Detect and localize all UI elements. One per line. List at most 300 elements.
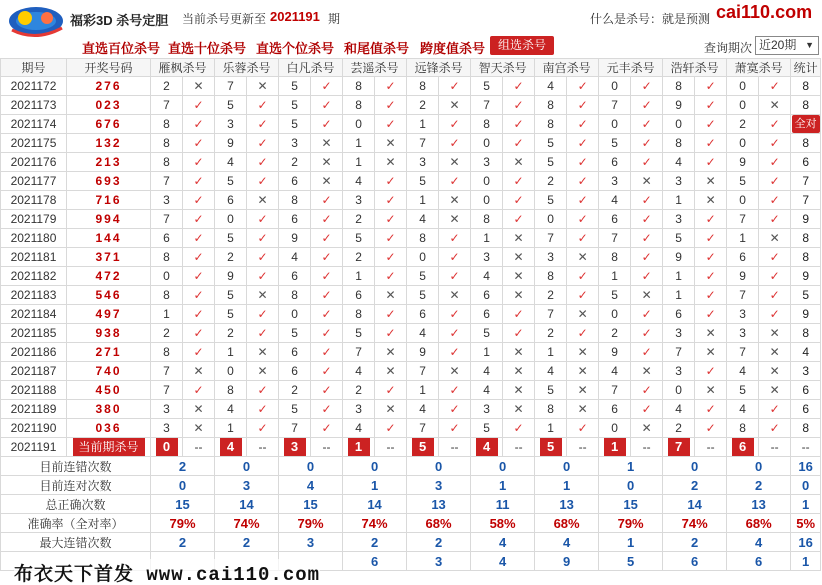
check-icon: ✓ [311, 96, 343, 115]
kill-number-cell: 4 [279, 248, 311, 267]
check-icon: ✓ [439, 324, 471, 343]
pending-mark: -- [247, 438, 279, 457]
summary-value: 0 [471, 457, 535, 476]
query-period-select[interactable] [755, 36, 819, 55]
check-icon: ✓ [311, 362, 343, 381]
kill-number-cell: 0 [599, 305, 631, 324]
cross-icon: ✕ [695, 191, 727, 210]
summary-value: 13 [727, 495, 791, 514]
check-icon: ✓ [183, 324, 215, 343]
cross-icon: ✕ [439, 153, 471, 172]
kill-number-cell: 1 [727, 229, 759, 248]
kill-number-cell: 6 [279, 362, 311, 381]
stat-cell: 8 [791, 419, 821, 438]
kill-number-cell: 5 [343, 324, 375, 343]
check-icon: ✓ [247, 172, 279, 191]
kill-number-cell: 8 [151, 153, 183, 172]
cross-icon: ✕ [247, 286, 279, 305]
summary-value: 2 [343, 533, 407, 552]
check-icon: ✓ [311, 248, 343, 267]
current-kill-badge: 5 [540, 438, 562, 456]
draw-number-cell: 144 [67, 229, 151, 248]
check-icon: ✓ [183, 267, 215, 286]
nav-hundreds-kill[interactable]: 直选百位杀号 [82, 41, 161, 56]
summary-value: 4 [471, 552, 535, 571]
summary-value: 79% [151, 514, 215, 533]
kill-number-cell: 6 [599, 153, 631, 172]
period-cell: 2021184 [1, 305, 67, 324]
kill-number-cell: 2 [279, 381, 311, 400]
summary-value: 1 [599, 533, 663, 552]
kill-number-cell: 7 [151, 381, 183, 400]
summary-value: 4 [471, 533, 535, 552]
check-icon: ✓ [439, 419, 471, 438]
kill-number-cell: 1 [343, 267, 375, 286]
summary-value: 3 [215, 476, 279, 495]
cross-icon: ✕ [503, 381, 535, 400]
check-icon: ✓ [759, 191, 791, 210]
kill-number-cell: 8 [599, 248, 631, 267]
check-icon: ✓ [375, 77, 407, 96]
period-cell: 2021178 [1, 191, 67, 210]
summary-value: 2 [663, 533, 727, 552]
kill-number-cell: 7 [471, 96, 503, 115]
cross-icon: ✕ [439, 191, 471, 210]
pending-mark: -- [631, 438, 663, 457]
kill-number-cell: 5 [215, 286, 247, 305]
kill-number-cell: 7 [151, 96, 183, 115]
table-row [1, 343, 821, 362]
table-row [1, 305, 821, 324]
kill-number-cell: 2 [215, 248, 247, 267]
summary-stat: 16 [791, 533, 821, 552]
cross-icon: ✕ [759, 96, 791, 115]
kill-number-cell: 4 [663, 400, 695, 419]
check-icon: ✓ [631, 191, 663, 210]
check-icon: ✓ [759, 267, 791, 286]
stat-cell: 6 [791, 400, 821, 419]
check-icon: ✓ [247, 248, 279, 267]
update-suffix: 期 [328, 12, 341, 26]
cross-icon: ✕ [183, 362, 215, 381]
kill-number-cell: 3 [151, 400, 183, 419]
stat-cell: 7 [791, 191, 821, 210]
period-cell: 2021179 [1, 210, 67, 229]
kill-number-cell: 0 [471, 134, 503, 153]
pending-mark: -- [759, 438, 791, 457]
kill-number-cell: 1 [535, 343, 567, 362]
check-icon: ✓ [311, 419, 343, 438]
check-icon: ✓ [631, 305, 663, 324]
kill-number-cell: 0 [727, 191, 759, 210]
kill-number-cell: 5 [535, 191, 567, 210]
summary-value: 11 [471, 495, 535, 514]
check-icon: ✓ [567, 96, 599, 115]
check-icon: ✓ [375, 381, 407, 400]
check-icon: ✓ [695, 248, 727, 267]
kill-number-cell: 8 [727, 419, 759, 438]
kill-number-cell: 4 [343, 419, 375, 438]
check-icon: ✓ [439, 400, 471, 419]
kill-number-cell: 2 [343, 248, 375, 267]
cross-icon: ✕ [503, 267, 535, 286]
nav-tens-kill[interactable]: 直选十位杀号 [168, 41, 247, 56]
summary-value: 3 [407, 552, 471, 571]
table-row [1, 191, 821, 210]
check-icon: ✓ [695, 229, 727, 248]
kill-number-cell: 7 [727, 286, 759, 305]
check-icon: ✓ [375, 267, 407, 286]
nav-span-kill[interactable]: 跨度值杀号 [420, 41, 486, 56]
kill-number-cell: 8 [343, 96, 375, 115]
draw-number-cell: 740 [67, 362, 151, 381]
summary-stat: 1 [791, 495, 821, 514]
check-icon: ✓ [247, 115, 279, 134]
kill-number-cell: 2 [151, 324, 183, 343]
kill-number-cell: 1 [343, 134, 375, 153]
kill-number-cell: 5 [535, 153, 567, 172]
kill-number-cell: 3 [535, 248, 567, 267]
check-icon: ✓ [759, 77, 791, 96]
stat-cell: 8 [791, 77, 821, 96]
kill-number-cell: 4 [407, 400, 439, 419]
kill-number-cell: 5 [279, 96, 311, 115]
check-icon: ✓ [695, 362, 727, 381]
summary-value: 2 [151, 533, 215, 552]
kill-number-cell: 3 [279, 134, 311, 153]
cross-icon: ✕ [375, 134, 407, 153]
summary-value: 0 [663, 457, 727, 476]
check-icon: ✓ [759, 286, 791, 305]
check-icon: ✓ [183, 248, 215, 267]
query-period-label: 查询期次 [704, 41, 753, 55]
kill-number-cell: 3 [343, 191, 375, 210]
kill-number-cell: 7 [343, 343, 375, 362]
cross-icon: ✕ [503, 153, 535, 172]
kill-number-cell: 6 [215, 191, 247, 210]
summary-value: 1 [599, 457, 663, 476]
summary-value: 0 [535, 457, 599, 476]
kill-number-cell: 1 [407, 191, 439, 210]
check-icon: ✓ [631, 381, 663, 400]
summary-row [1, 533, 821, 552]
kill-number-cell: 1 [343, 153, 375, 172]
col-header-expert: 元丰杀号 [599, 59, 663, 77]
cross-icon: ✕ [375, 400, 407, 419]
stat-cell: 6 [791, 153, 821, 172]
nav-combo-kill-button[interactable]: 组选杀号 [490, 36, 554, 55]
period-cell: 2021176 [1, 153, 67, 172]
current-kill-badge: 6 [732, 438, 754, 456]
summary-row [1, 476, 821, 495]
table-row [1, 77, 821, 96]
draw-number-cell: 271 [67, 343, 151, 362]
kill-number-cell: 2 [279, 153, 311, 172]
summary-value: 0 [599, 476, 663, 495]
kill-number-cell: 7 [407, 134, 439, 153]
kill-number-cell: 6 [599, 400, 631, 419]
summary-value: 0 [407, 457, 471, 476]
summary-stat: 0 [791, 476, 821, 495]
table-row [1, 381, 821, 400]
kill-number-cell: 6 [279, 267, 311, 286]
period-cell: 2021186 [1, 343, 67, 362]
kill-number-cell: 5 [535, 381, 567, 400]
kill-number-cell: 8 [663, 134, 695, 153]
kill-number-cell: 6 [279, 172, 311, 191]
kill-number-cell: 8 [151, 286, 183, 305]
current-kill-label-cell [67, 438, 151, 457]
kill-number-cell: 9 [599, 343, 631, 362]
cross-icon: ✕ [503, 286, 535, 305]
check-icon: ✓ [503, 96, 535, 115]
stat-cell: 6 [791, 381, 821, 400]
kill-number-cell: 2 [407, 96, 439, 115]
summary-value: 13 [535, 495, 599, 514]
check-icon: ✓ [631, 267, 663, 286]
check-icon: ✓ [567, 115, 599, 134]
check-icon: ✓ [311, 324, 343, 343]
kill-number-cell: 3 [599, 172, 631, 191]
stat-cell: 8 [791, 134, 821, 153]
current-kill-badge: 4 [220, 438, 242, 456]
table-row [1, 172, 821, 191]
check-icon: ✓ [247, 419, 279, 438]
kill-number-cell: 7 [535, 305, 567, 324]
draw-number-cell: 023 [67, 96, 151, 115]
tagline-link[interactable]: 什么是杀号：就是预测 [590, 12, 711, 26]
cross-icon: ✕ [247, 343, 279, 362]
check-icon: ✓ [247, 305, 279, 324]
kill-number-cell: 8 [151, 343, 183, 362]
kill-number-cell: 8 [279, 286, 311, 305]
check-icon: ✓ [567, 324, 599, 343]
kill-number-cell: 4 [471, 267, 503, 286]
nav-sum-tail-kill[interactable]: 和尾值杀号 [344, 41, 410, 56]
kill-number-cell: 1 [215, 419, 247, 438]
summary-label: 最大连错次数 [1, 533, 151, 552]
check-icon: ✓ [183, 229, 215, 248]
kill-number-cell: 5 [407, 172, 439, 191]
check-icon: ✓ [759, 172, 791, 191]
kill-number-cell: 1 [663, 191, 695, 210]
cross-icon: ✕ [567, 343, 599, 362]
check-icon: ✓ [183, 191, 215, 210]
kill-number-cell: 0 [599, 115, 631, 134]
kill-number-cell: 4 [727, 400, 759, 419]
draw-number-cell: 472 [67, 267, 151, 286]
summary-value: 0 [215, 457, 279, 476]
check-icon: ✓ [439, 248, 471, 267]
update-label: 当前杀号更新至 [182, 12, 267, 26]
cross-icon: ✕ [375, 286, 407, 305]
kill-number-cell: 8 [151, 134, 183, 153]
pending-mark: -- [439, 438, 471, 457]
summary-value: 13 [407, 495, 471, 514]
kill-number-cell: 9 [215, 134, 247, 153]
kill-number-cell: 7 [407, 419, 439, 438]
current-kill-cell [599, 438, 631, 457]
summary-value: 14 [343, 495, 407, 514]
kill-number-cell: 0 [407, 248, 439, 267]
check-icon: ✓ [183, 305, 215, 324]
summary-value: 74% [343, 514, 407, 533]
summary-value: 68% [727, 514, 791, 533]
check-icon: ✓ [695, 210, 727, 229]
summary-label: 总正确次数 [1, 495, 151, 514]
check-icon: ✓ [375, 191, 407, 210]
current-kill-cell [663, 438, 695, 457]
kill-number-cell: 5 [727, 381, 759, 400]
current-kill-badge: 3 [284, 438, 306, 456]
nav-units-kill[interactable]: 直选个位杀号 [256, 41, 335, 56]
summary-value: 68% [535, 514, 599, 533]
check-icon: ✓ [183, 96, 215, 115]
period-cell: 2021181 [1, 248, 67, 267]
check-icon: ✓ [247, 96, 279, 115]
check-icon: ✓ [183, 210, 215, 229]
cross-icon: ✕ [695, 324, 727, 343]
kill-number-cell: 6 [343, 286, 375, 305]
kill-number-cell: 5 [599, 134, 631, 153]
kill-number-cell: 2 [663, 419, 695, 438]
site-logo: cai110.com [716, 2, 813, 22]
kill-number-cell: 6 [407, 305, 439, 324]
check-icon: ✓ [439, 172, 471, 191]
current-kill-label[interactable]: 当前期杀号 [73, 438, 145, 456]
kill-number-cell: 5 [663, 229, 695, 248]
check-icon: ✓ [567, 191, 599, 210]
check-icon: ✓ [183, 115, 215, 134]
kill-number-cell: 5 [471, 324, 503, 343]
check-icon: ✓ [439, 229, 471, 248]
cross-icon: ✕ [183, 400, 215, 419]
check-icon: ✓ [183, 172, 215, 191]
kill-number-cell: 8 [535, 96, 567, 115]
check-icon: ✓ [759, 248, 791, 267]
summary-value: 2 [407, 533, 471, 552]
check-icon: ✓ [247, 324, 279, 343]
check-icon: ✓ [695, 286, 727, 305]
kill-number-cell: 6 [471, 305, 503, 324]
summary-value: 1 [471, 476, 535, 495]
current-kill-badge: 5 [412, 438, 434, 456]
period-cell: 2021188 [1, 381, 67, 400]
kill-number-cell: 6 [663, 305, 695, 324]
table-row [1, 248, 821, 267]
current-kill-cell [535, 438, 567, 457]
check-icon: ✓ [503, 210, 535, 229]
check-icon: ✓ [759, 115, 791, 134]
draw-number-cell: 380 [67, 400, 151, 419]
kill-number-cell: 7 [151, 210, 183, 229]
check-icon: ✓ [311, 115, 343, 134]
summary-value: 6 [343, 552, 407, 571]
kill-number-table-wrap [0, 58, 822, 571]
kill-number-cell: 2 [151, 77, 183, 96]
kill-number-cell: 6 [151, 229, 183, 248]
kill-number-cell: 4 [343, 362, 375, 381]
check-icon: ✓ [503, 115, 535, 134]
stat-cell: 9 [791, 210, 821, 229]
check-icon: ✓ [503, 305, 535, 324]
kill-number-cell: 9 [663, 96, 695, 115]
cross-icon: ✕ [439, 210, 471, 229]
kill-number-cell: 0 [535, 210, 567, 229]
cross-icon: ✕ [695, 172, 727, 191]
draw-number-cell: 450 [67, 381, 151, 400]
check-icon: ✓ [503, 419, 535, 438]
kill-number-cell: 1 [471, 229, 503, 248]
col-header-period: 期号 [1, 59, 67, 77]
kill-number-cell: 0 [279, 305, 311, 324]
check-icon: ✓ [247, 400, 279, 419]
summary-value: 0 [343, 457, 407, 476]
check-icon: ✓ [439, 343, 471, 362]
cross-icon: ✕ [631, 172, 663, 191]
cross-icon: ✕ [503, 229, 535, 248]
kill-number-cell: 9 [663, 248, 695, 267]
col-header-expert: 雁枫杀号 [151, 59, 215, 77]
current-kill-badge: 1 [604, 438, 626, 456]
summary-value: 14 [215, 495, 279, 514]
current-kill-badge: 7 [668, 438, 690, 456]
summary-value: 79% [279, 514, 343, 533]
kill-number-cell: 5 [471, 419, 503, 438]
kill-number-cell: 6 [279, 210, 311, 229]
check-icon: ✓ [439, 134, 471, 153]
kill-number-cell: 8 [663, 77, 695, 96]
summary-value: 3 [279, 533, 343, 552]
summary-value: 58% [471, 514, 535, 533]
kill-number-cell: 1 [663, 286, 695, 305]
kill-number-cell: 0 [599, 419, 631, 438]
summary-value: 6 [663, 552, 727, 571]
check-icon: ✓ [631, 210, 663, 229]
summary-value: 15 [599, 495, 663, 514]
kill-number-table [0, 58, 821, 571]
check-icon: ✓ [503, 77, 535, 96]
stat-cell: 9 [791, 267, 821, 286]
cross-icon: ✕ [375, 343, 407, 362]
kill-number-cell: 3 [343, 400, 375, 419]
current-kill-badge: 0 [156, 438, 178, 456]
pending-mark: -- [375, 438, 407, 457]
kill-number-cell: 8 [407, 77, 439, 96]
check-icon: ✓ [695, 77, 727, 96]
current-period-cell: 2021191 [1, 438, 67, 457]
kill-number-cell: 8 [407, 229, 439, 248]
check-icon: ✓ [375, 324, 407, 343]
period-cell: 2021174 [1, 115, 67, 134]
check-icon: ✓ [183, 343, 215, 362]
kill-number-cell: 4 [663, 153, 695, 172]
draw-number-cell: 371 [67, 248, 151, 267]
table-row [1, 419, 821, 438]
check-icon: ✓ [759, 305, 791, 324]
cross-icon: ✕ [759, 343, 791, 362]
summary-value: 4 [727, 533, 791, 552]
kill-number-cell: 4 [727, 362, 759, 381]
kill-number-cell: 6 [727, 248, 759, 267]
kill-number-cell: 9 [215, 267, 247, 286]
period-cell: 2021185 [1, 324, 67, 343]
cross-icon: ✕ [567, 381, 599, 400]
kill-number-cell: 5 [407, 267, 439, 286]
kill-number-cell: 0 [215, 362, 247, 381]
all-correct-badge[interactable]: 全对 [792, 115, 820, 133]
kill-number-cell: 4 [535, 77, 567, 96]
